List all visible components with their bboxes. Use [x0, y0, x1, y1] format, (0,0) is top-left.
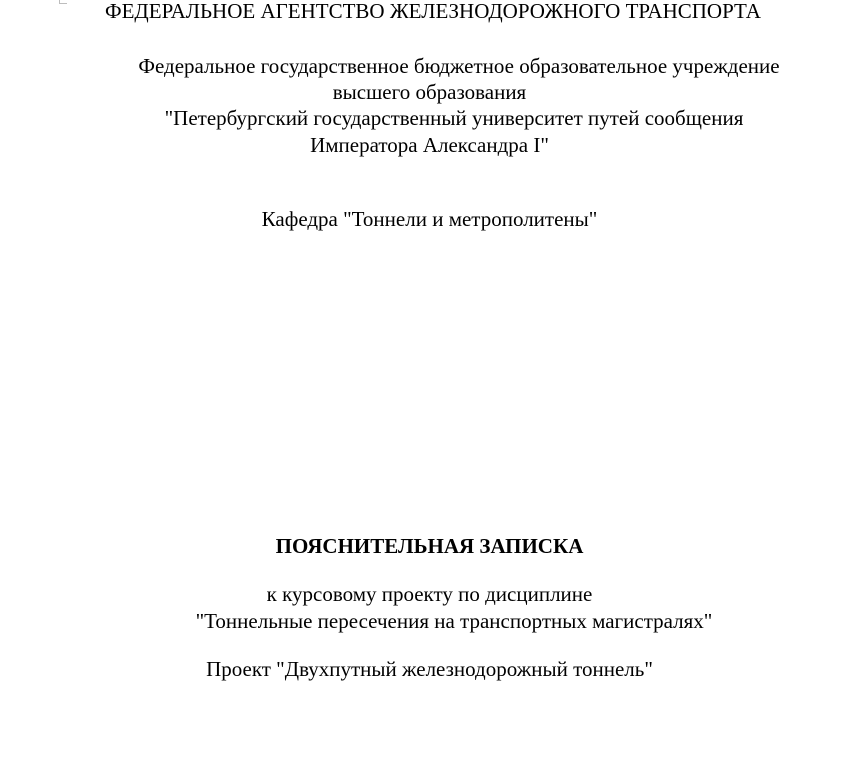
institution-line-1: Федеральное государственное бюджетное образовательное учреждение: [138, 54, 780, 78]
agency-heading: ФЕДЕРАЛЬНОЕ АГЕНТСТВО ЖЕЛЕЗНОДОРОЖНОГО ТРАНСПОРТА: [105, 0, 761, 23]
project-name: Проект "Двухпутный железнодорожный тоннель": [206, 657, 653, 681]
institution-line-4: Императора Александра I": [310, 133, 549, 157]
department-name: Кафедра "Тоннели и метрополитены": [261, 207, 598, 231]
subtitle-line-1: к курсовому проекту по дисциплине: [266, 582, 593, 606]
institution-line-2: высшего образования: [332, 80, 527, 104]
subtitle-line-2: "Тоннельные пересечения на транспортных магистралях": [195, 609, 713, 633]
document-title: ПОЯСНИТЕЛЬНАЯ ЗАПИСКА: [275, 534, 584, 558]
institution-line-3: "Петербургский государственный университет путей сообщения: [164, 106, 744, 130]
